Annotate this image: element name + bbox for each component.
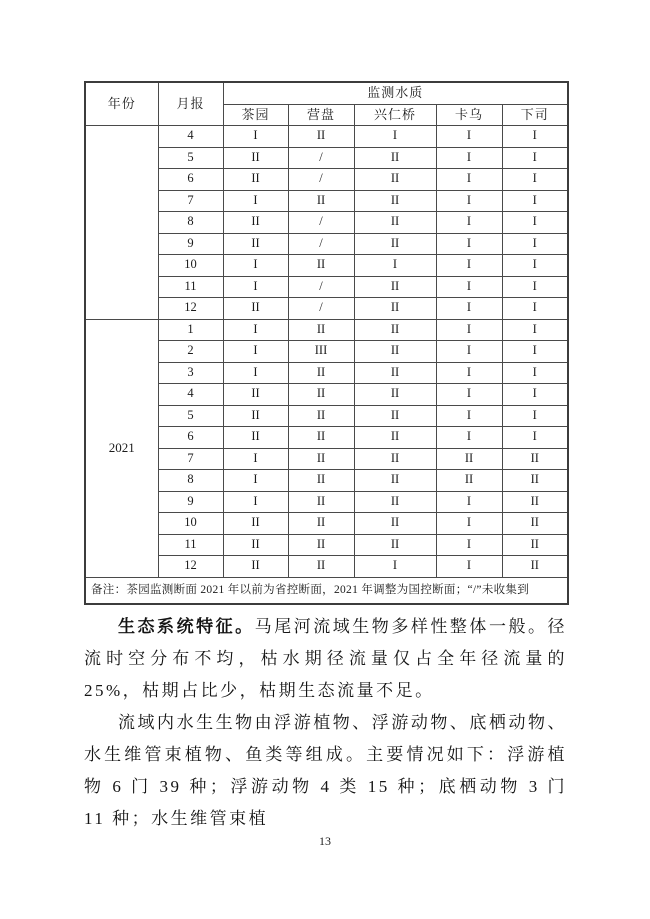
water-quality-value-cell: I xyxy=(502,190,568,212)
table-row xyxy=(85,405,568,427)
water-quality-value-cell: I xyxy=(223,190,288,212)
water-quality-value-cell: / xyxy=(288,169,354,191)
table-row xyxy=(85,233,568,255)
water-quality-value-cell: II xyxy=(354,233,436,255)
water-quality-value-cell: II xyxy=(223,534,288,556)
water-quality-value-cell: II xyxy=(354,534,436,556)
water-quality-value-cell: I xyxy=(502,298,568,320)
water-quality-value-cell: I xyxy=(354,556,436,578)
month-cell: 8 xyxy=(158,470,223,492)
month-cell: 9 xyxy=(158,233,223,255)
water-quality-value-cell: I xyxy=(502,126,568,148)
table-row xyxy=(85,384,568,406)
water-quality-value-cell: II xyxy=(288,491,354,513)
water-quality-value-cell: II xyxy=(288,319,354,341)
month-cell: 4 xyxy=(158,126,223,148)
water-quality-value-cell: II xyxy=(354,427,436,449)
water-quality-value-cell: I xyxy=(354,126,436,148)
water-quality-value-cell: II xyxy=(436,448,502,470)
table-row xyxy=(85,169,568,191)
month-cell: 12 xyxy=(158,298,223,320)
water-quality-value-cell: II xyxy=(223,384,288,406)
water-quality-value-cell: I xyxy=(436,147,502,169)
water-quality-value-cell: I xyxy=(223,470,288,492)
header-monitoring-group: 监测水质 xyxy=(223,82,568,104)
water-quality-value-cell: II xyxy=(354,169,436,191)
water-quality-value-cell: I xyxy=(436,362,502,384)
table-row xyxy=(85,427,568,449)
water-quality-value-cell: II xyxy=(354,319,436,341)
water-quality-value-cell: III xyxy=(288,341,354,363)
paragraph-ecosystem-lead: 生态系统特征。 xyxy=(118,617,255,636)
paragraph-aquatic-life: 流域内水生生物由浮游植物、浮游动物、底栖动物、水生维管束植物、鱼类等组成。主要情况如下：浮游植物 6 门 39 种；浮游动物 4 类 15 种；底栖动物 3 门 11 种；水生维管束植 xyxy=(84,713,567,828)
water-quality-value-cell: II xyxy=(288,534,354,556)
water-quality-value-cell: II xyxy=(288,126,354,148)
month-cell: 1 xyxy=(158,319,223,341)
month-cell: 9 xyxy=(158,491,223,513)
table-row xyxy=(85,147,568,169)
month-cell: 10 xyxy=(158,255,223,277)
water-quality-value-cell: I xyxy=(436,513,502,535)
note-row xyxy=(85,577,568,604)
water-quality-value-cell: I xyxy=(502,319,568,341)
water-quality-value-cell: I xyxy=(436,190,502,212)
water-quality-value-cell: II xyxy=(288,556,354,578)
water-quality-value-cell: II xyxy=(288,362,354,384)
water-quality-value-cell: II xyxy=(354,384,436,406)
water-quality-value-cell: I xyxy=(436,255,502,277)
water-quality-value-cell: II xyxy=(288,470,354,492)
year-cell: 2021 xyxy=(85,319,158,577)
water-quality-value-cell: I xyxy=(502,255,568,277)
water-quality-value-cell: II xyxy=(223,427,288,449)
header-month: 月报 xyxy=(158,82,223,126)
table-row xyxy=(85,319,568,341)
water-quality-value-cell: / xyxy=(288,147,354,169)
water-quality-value-cell: II xyxy=(223,233,288,255)
table-body xyxy=(85,126,568,578)
water-quality-value-cell: II xyxy=(288,255,354,277)
water-quality-value-cell: I xyxy=(436,384,502,406)
month-cell: 5 xyxy=(158,405,223,427)
water-quality-value-cell: / xyxy=(288,276,354,298)
water-quality-value-cell: II xyxy=(223,298,288,320)
water-quality-value-cell: I xyxy=(502,384,568,406)
water-quality-value-cell: I xyxy=(502,405,568,427)
water-quality-value-cell: II xyxy=(502,534,568,556)
table-row xyxy=(85,212,568,234)
table-row xyxy=(85,491,568,513)
water-quality-value-cell: II xyxy=(223,147,288,169)
water-quality-value-cell: II xyxy=(288,384,354,406)
month-cell: 2 xyxy=(158,341,223,363)
water-quality-value-cell: II xyxy=(354,362,436,384)
header-station-xingrenqiao: 兴仁桥 xyxy=(354,104,436,126)
water-quality-value-cell: II xyxy=(502,470,568,492)
water-quality-value-cell: II xyxy=(436,470,502,492)
month-cell: 11 xyxy=(158,276,223,298)
month-cell: 4 xyxy=(158,384,223,406)
water-quality-value-cell: I xyxy=(223,341,288,363)
water-quality-value-cell: I xyxy=(502,276,568,298)
water-quality-value-cell: II xyxy=(354,448,436,470)
header-station-yingpan: 营盘 xyxy=(288,104,354,126)
month-cell: 8 xyxy=(158,212,223,234)
water-quality-value-cell: I xyxy=(436,169,502,191)
header-row-top xyxy=(85,82,568,104)
water-quality-value-cell: II xyxy=(223,556,288,578)
month-cell: 12 xyxy=(158,556,223,578)
water-quality-value-cell: II xyxy=(354,341,436,363)
water-quality-value-cell: I xyxy=(223,126,288,148)
header-station-chayuan: 茶园 xyxy=(223,104,288,126)
body-text xyxy=(84,611,567,835)
month-cell: 7 xyxy=(158,448,223,470)
water-quality-value-cell: II xyxy=(223,212,288,234)
water-quality-value-cell: I xyxy=(223,319,288,341)
table-row xyxy=(85,513,568,535)
water-quality-value-cell: II xyxy=(288,190,354,212)
paragraph-ecosystem xyxy=(84,611,567,707)
water-quality-value-cell: I xyxy=(436,427,502,449)
paragraph-ecosystem-text: 马尾河流域生物多样性整体一般。径流时空分布不均，枯水期径流量仅占全年径流量的 25%，枯期占比少，枯期生态流量不足。 xyxy=(84,617,568,700)
water-quality-value-cell: I xyxy=(436,556,502,578)
water-quality-table xyxy=(84,81,569,605)
header-station-xiasi: 下司 xyxy=(502,104,568,126)
year-cell xyxy=(85,126,158,320)
water-quality-value-cell: II xyxy=(288,513,354,535)
water-quality-value-cell: II xyxy=(354,298,436,320)
table-row xyxy=(85,126,568,148)
header-station-kawu: 卡乌 xyxy=(436,104,502,126)
water-quality-value-cell: I xyxy=(436,405,502,427)
water-quality-value-cell: II xyxy=(223,405,288,427)
water-quality-value-cell: I xyxy=(223,255,288,277)
table-row xyxy=(85,534,568,556)
table-row xyxy=(85,190,568,212)
page-number: 13 xyxy=(319,834,331,848)
header-year: 年份 xyxy=(85,82,158,126)
month-cell: 10 xyxy=(158,513,223,535)
water-quality-value-cell: I xyxy=(502,233,568,255)
water-quality-value-cell: II xyxy=(354,491,436,513)
water-quality-value-cell: I xyxy=(223,491,288,513)
water-quality-value-cell: II xyxy=(288,427,354,449)
water-quality-value-cell: I xyxy=(502,427,568,449)
table-row xyxy=(85,448,568,470)
month-cell: 3 xyxy=(158,362,223,384)
table-row xyxy=(85,298,568,320)
water-quality-value-cell: I xyxy=(223,362,288,384)
table-row xyxy=(85,276,568,298)
water-quality-value-cell: I xyxy=(436,319,502,341)
water-quality-value-cell: I xyxy=(436,298,502,320)
water-quality-value-cell: II xyxy=(354,147,436,169)
table-row xyxy=(85,470,568,492)
water-quality-value-cell: II xyxy=(354,276,436,298)
water-quality-value-cell: I xyxy=(436,233,502,255)
water-quality-value-cell: I xyxy=(354,255,436,277)
water-quality-value-cell: II xyxy=(354,212,436,234)
water-quality-value-cell: / xyxy=(288,298,354,320)
water-quality-value-cell: II xyxy=(502,491,568,513)
water-quality-value-cell: II xyxy=(502,513,568,535)
water-quality-value-cell: I xyxy=(502,169,568,191)
month-cell: 11 xyxy=(158,534,223,556)
table-row xyxy=(85,255,568,277)
water-quality-value-cell: I xyxy=(436,341,502,363)
month-cell: 6 xyxy=(158,427,223,449)
water-quality-value-cell: I xyxy=(502,341,568,363)
water-quality-value-cell: I xyxy=(502,212,568,234)
table-note: 备注：茶园监测断面 2021 年以前为省控断面，2021 年调整为国控断面；“/”未收集到 xyxy=(85,577,568,604)
water-quality-value-cell: / xyxy=(288,233,354,255)
water-quality-value-cell: I xyxy=(436,212,502,234)
water-quality-value-cell: II xyxy=(354,190,436,212)
water-quality-value-cell: II xyxy=(223,513,288,535)
water-quality-value-cell: I xyxy=(436,276,502,298)
water-quality-value-cell: II xyxy=(354,405,436,427)
water-quality-value-cell: II xyxy=(354,470,436,492)
water-quality-value-cell: II xyxy=(502,556,568,578)
water-quality-value-cell: II xyxy=(223,169,288,191)
water-quality-value-cell: I xyxy=(223,276,288,298)
month-cell: 7 xyxy=(158,190,223,212)
table-row xyxy=(85,556,568,578)
water-quality-value-cell: II xyxy=(288,448,354,470)
month-cell: 6 xyxy=(158,169,223,191)
month-cell: 5 xyxy=(158,147,223,169)
water-quality-value-cell: I xyxy=(223,448,288,470)
water-quality-value-cell: I xyxy=(436,491,502,513)
water-quality-value-cell: I xyxy=(436,534,502,556)
water-quality-value-cell: I xyxy=(502,147,568,169)
water-quality-value-cell: II xyxy=(354,513,436,535)
water-quality-value-cell: / xyxy=(288,212,354,234)
water-quality-value-cell: II xyxy=(502,448,568,470)
water-quality-value-cell: I xyxy=(502,362,568,384)
water-quality-value-cell: II xyxy=(288,405,354,427)
table-row xyxy=(85,362,568,384)
water-quality-value-cell: I xyxy=(436,126,502,148)
table-row xyxy=(85,341,568,363)
